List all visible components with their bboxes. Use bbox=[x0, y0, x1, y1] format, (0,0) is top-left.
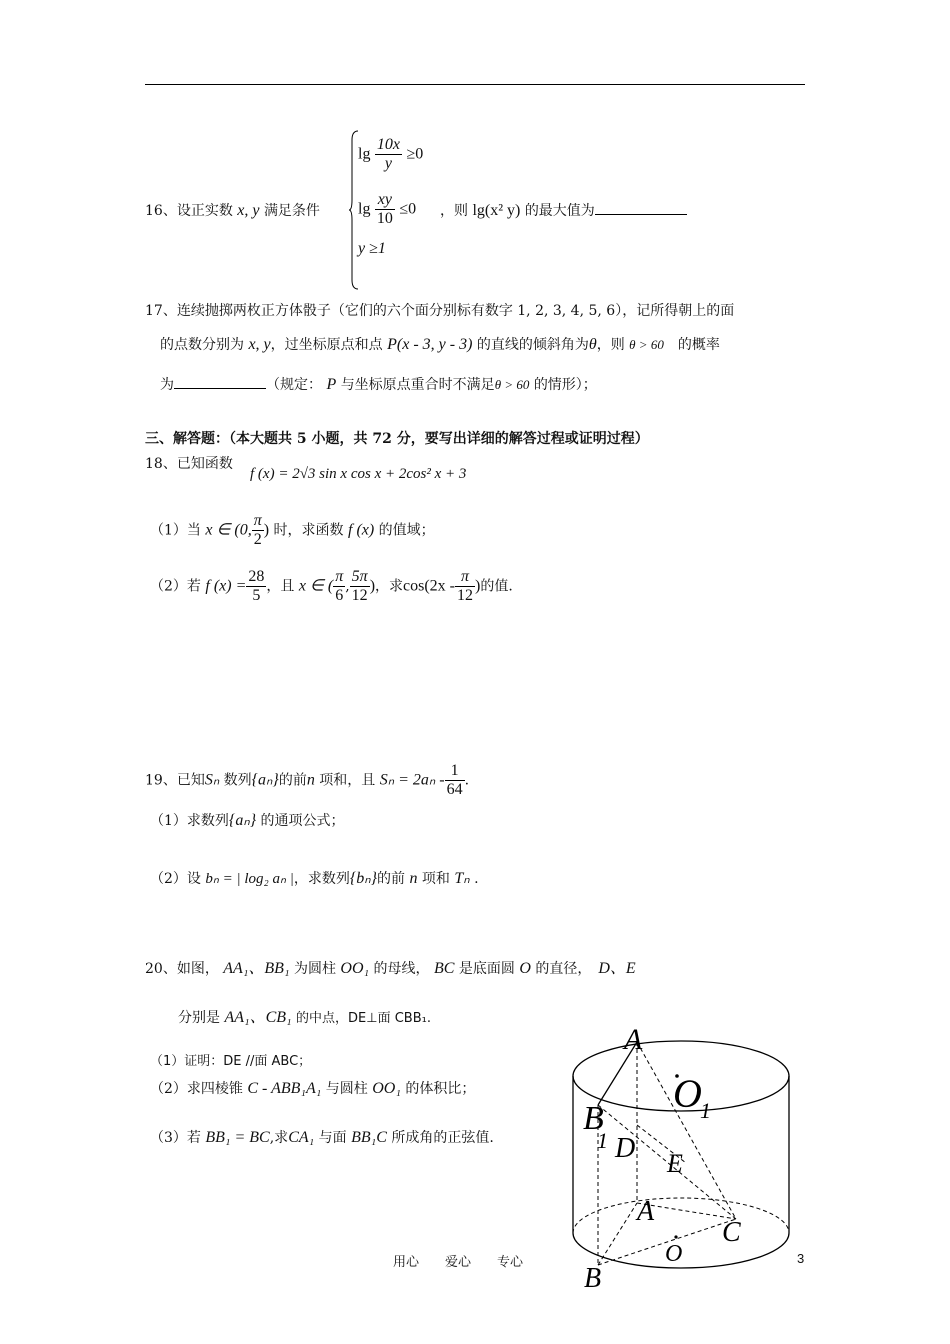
label-e: E bbox=[667, 1149, 683, 1178]
q18-part-1: （1）当 x ∈ (0, $\frac{\pi}{2}$ ) 时，求函数 f (x) 的值域； bbox=[150, 512, 435, 548]
q18-label: 18、已知函数 bbox=[145, 456, 233, 472]
q16-label: 16、设正实数 x, y 满足条件 bbox=[145, 202, 320, 219]
label-b: B bbox=[584, 1263, 602, 1294]
answer-blank bbox=[174, 374, 266, 389]
label-o: O bbox=[665, 1241, 683, 1267]
q16-condition-1: lg $\frac{10x}{y}$ ≥0 bbox=[358, 136, 424, 172]
edge-a1-c bbox=[637, 1042, 736, 1219]
answer-blank bbox=[595, 200, 687, 215]
q19-part-2: （2）设 bₙ = | log₂ aₙ |，求数列{bₙ}的前 n 项和 Tₙ . bbox=[150, 870, 479, 887]
q17-line-3: 为 （规定： P 与坐标原点重合时不满足θ > 60 的情形）； bbox=[160, 376, 597, 393]
q20-part-3: （3）若 BB₁ = BC,求CA₁ 与面 BB₁C 所成角的正弦值. bbox=[150, 1129, 494, 1146]
label-a1: A bbox=[624, 1023, 643, 1056]
q16-condition-3: y ≥1 bbox=[358, 240, 386, 257]
label-o1-sub: 1 bbox=[700, 1098, 711, 1123]
label-o1: O bbox=[673, 1071, 702, 1116]
page-number: 3 bbox=[797, 1251, 805, 1266]
label-d: D bbox=[615, 1133, 636, 1164]
footer-motto: 用心 爱心 专心 bbox=[393, 1255, 524, 1270]
label-a: A bbox=[637, 1196, 655, 1227]
q20-statement-1: 20、如图， AA₁、BB₁ 为圆柱 OO₁ 的母线， BC 是底面圆 O 的直径， D、E bbox=[145, 960, 636, 977]
label-c: C bbox=[722, 1217, 741, 1248]
bottom-back-arc bbox=[573, 1198, 789, 1233]
q17-line-1: 17、连续抛掷两枚正方体骰子（它们的六个面分别标有数字 1, 2, 3, 4, 5, 6），记所得朝上的面 bbox=[145, 303, 735, 319]
q19-statement: 19、已知Sₙ 数列{aₙ}的前n 项和，且 Sₙ = 2aₙ - $\frac{1}{64}$ . bbox=[145, 762, 470, 798]
q20-part-1: （1）证明：DE //面 ABC； bbox=[150, 1054, 312, 1069]
q16-tail: ，则 lg(x² y) 的最大值为 bbox=[440, 200, 687, 220]
label-b1: B bbox=[583, 1100, 604, 1137]
q18-function: f (x) = 2√3 sin x cos x + 2cos² x + 3 bbox=[250, 466, 467, 482]
q17-line-2: 的点数分别为 x, y，过坐标原点和点 P(x - 3, y - 3) 的直线的倾斜角为θ，则 θ > 60 的概率 bbox=[160, 336, 720, 353]
q20-part-2: （2）求四棱锥 C - ABB₁A₁ 与圆柱 OO₁ 的体积比； bbox=[150, 1080, 476, 1097]
cylinder-figure bbox=[560, 1015, 810, 1300]
center-o bbox=[674, 1235, 677, 1238]
q19-part-1: （1）求数列{aₙ} 的通项公式； bbox=[150, 812, 345, 829]
edge-b-a bbox=[598, 1203, 637, 1265]
header-rule bbox=[145, 84, 805, 85]
q20-statement-2: 分别是 AA₁、CB₁ 的中点，DE⊥面 CBB₁. bbox=[178, 1009, 431, 1026]
q16-condition-2: lg $\frac{xy}{10}$ ≤0 bbox=[358, 191, 417, 227]
section-heading: 三、解答题：（本大题共 5 小题，共 72 分，要写出详细的解答过程或证明过程） bbox=[145, 431, 649, 447]
label-b1-sub: 1 bbox=[597, 1128, 608, 1153]
q18-part-2: （2）若 f (x) = $\frac{28}{5}$ ，且 x ∈ ( $\frac{\pi}{6}$ , $\frac{5\pi}{12}$ )，求cos(2x - $\frac{\pi}{12}$ )的值. bbox=[150, 568, 513, 604]
